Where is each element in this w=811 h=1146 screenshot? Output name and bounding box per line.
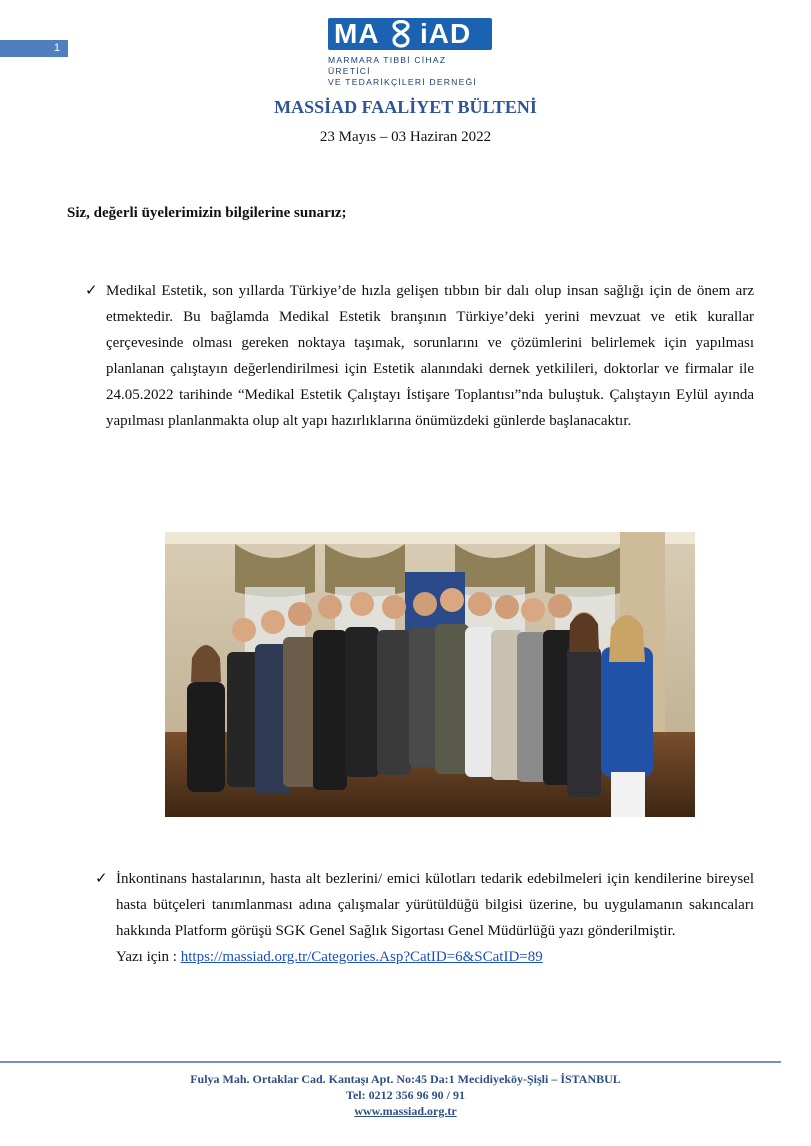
bulletin-title: MASSİAD FAALİYET BÜLTENİ <box>274 97 537 117</box>
footer-address: Fulya Mah. Ortaklar Cad. Kantaşı Apt. No:45 Da:1 Mecidiyeköy-Şişli – İSTANBUL <box>190 1072 621 1086</box>
checkmark-icon: ✓ <box>85 283 98 299</box>
logo-subtitle-1: MARMARA TIBBİ CİHAZ ÜRETİCİ <box>328 55 447 76</box>
intro-text: Siz, değerli üyelerimizin bilgilerine sunarız; <box>67 205 347 221</box>
bullet-text-2: İnkontinans hastalarının, hasta alt bezlerini/ emici külotları tedarik edebilmeleri için kendilerine bireysel hasta bütçeleri tanımlanması adına çalışmalar yürütüldüğü bilgisi üzerine, bu uygulamanın sakıncaları hakkında Platform görüşü SGK Genel Sağlık Sigortası Genel Müdürlüğü yazı gönderilmiştir. <box>116 871 754 939</box>
logo-wordmark <box>328 18 492 50</box>
bullet-text-1: Medikal Estetik, son yıllarda Türkiye’de hızla gelişen tıbbın bir dalı olup insan sağlığı için de önem arz etmektedir. Bu bağlamda Medikal Estetik branşının Türkiye’deki yerini mevzuat ve etik kurallar çerçevesinde olması gereken noktaya taşımak, sorunlarını ve çözümlerini belirlemek için yapılması planlanan çalıştayın değerlendirilmesi için Estetik alanındaki dernek yetkilileri, doktorlar ve firmalar ile 24.05.2022 tarihinde “Medikal Estetik Çalıştayı İstişare Toplantısı”nda buluştuk. Çalıştayın Eylül ayında yapılması planlanmakta olup alt yapı hazırlıklarına önümüzdeki günlerde başlanacaktır. <box>106 283 754 429</box>
bullet-item-1 <box>85 278 754 434</box>
meeting-group-photo <box>165 532 695 817</box>
logo-knot-icon <box>390 20 412 48</box>
footer-divider <box>0 1061 781 1063</box>
footer-website-link[interactable]: www.massiad.org.tr <box>354 1104 457 1118</box>
massiad-logo <box>328 18 492 88</box>
logo-subtitle-2: VE TEDARİKÇİLERİ DERNEĞİ <box>328 77 477 87</box>
page-number: 1 <box>0 40 68 57</box>
bullet-item-2 <box>95 866 754 970</box>
document-link[interactable]: https://massiad.org.tr/Categories.Asp?CatID=6&SCatID=89 <box>180 949 543 965</box>
link-prefix: Yazı için : <box>116 949 181 965</box>
footer-phone: Tel: 0212 356 96 90 / 91 <box>346 1088 465 1102</box>
date-range: 23 Mayıs – 03 Haziran 2022 <box>319 129 492 145</box>
logo-right-text: iAD <box>420 18 472 49</box>
checkmark-icon: ✓ <box>95 871 108 887</box>
logo-left-text: MA <box>334 18 380 49</box>
link-line <box>116 944 754 970</box>
group-photo-illustration <box>165 532 695 817</box>
